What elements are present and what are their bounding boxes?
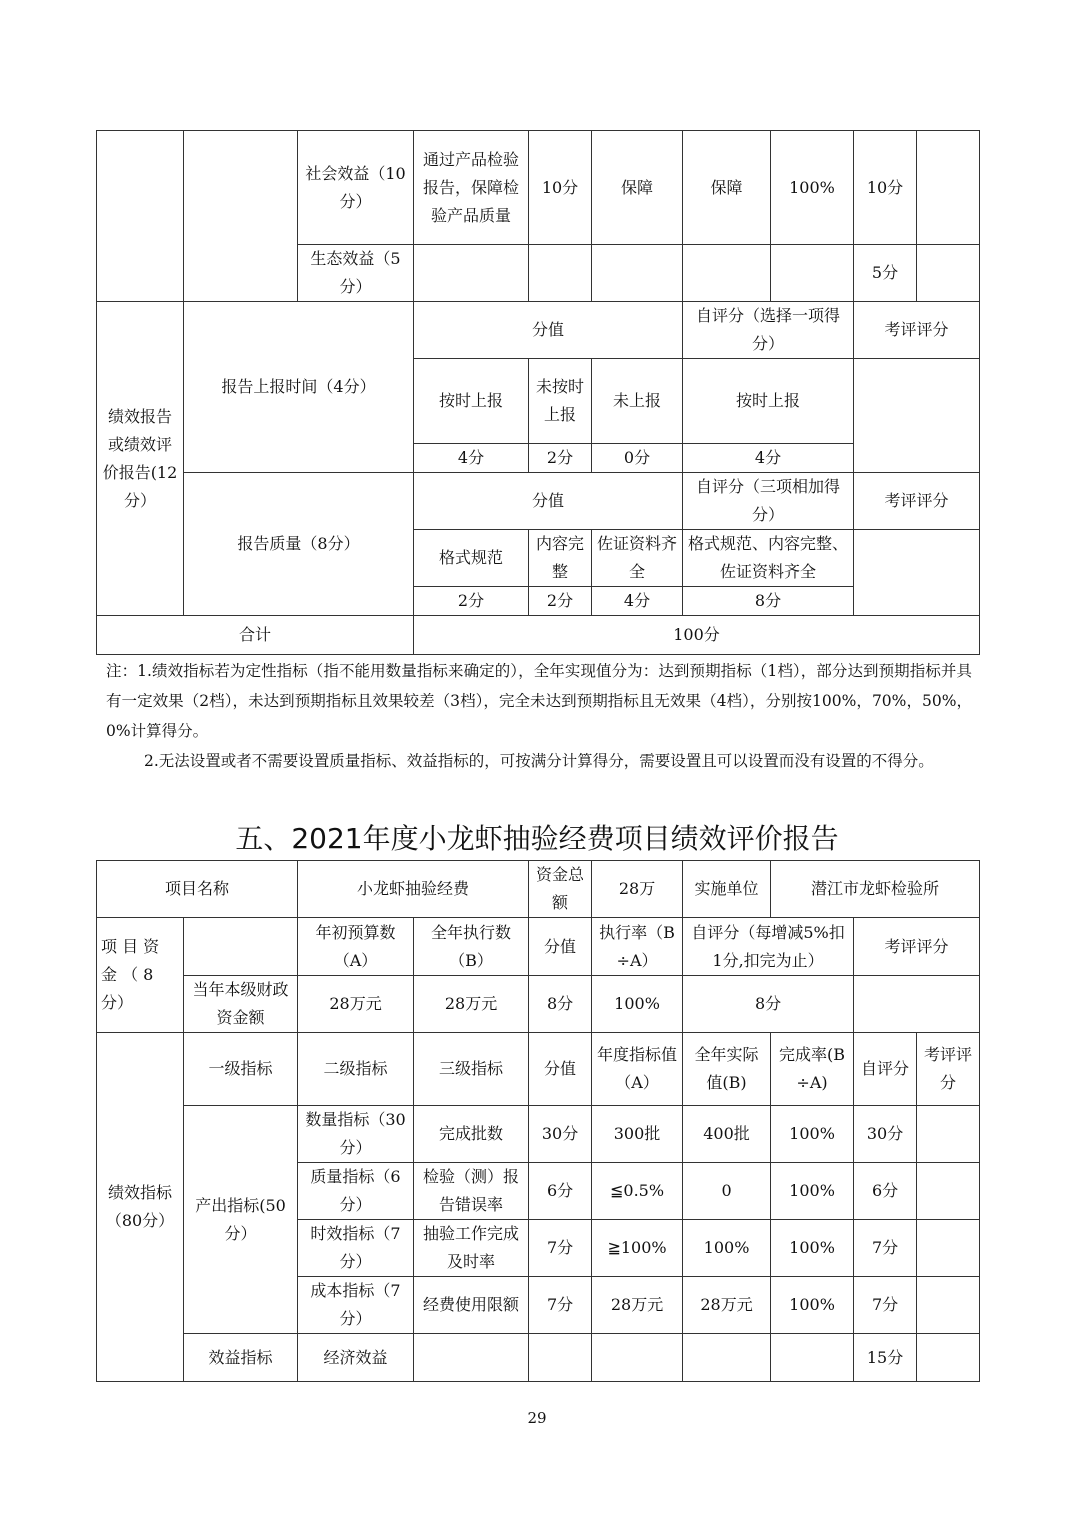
rate-header: 执行率（B÷A） xyxy=(592,918,683,976)
row-target: 28万元 xyxy=(592,1277,683,1334)
col-self: 自评分 xyxy=(854,1033,917,1106)
eco-self-score: 5分 xyxy=(854,245,917,302)
output-label: 产出指标(50分） xyxy=(184,1106,298,1334)
fund-row-label: 当年本级财政资金额 xyxy=(184,976,298,1033)
footnote-1: 注：1.绩效指标若为定性指标（指不能用数量指标来确定的），全年实现值分为：达到预期指标（1档），部分达到预期指标并具有一定效果（2档），未达到预期指标且效果较差（3档），完全未达到预期指标且无效果（4档），分别按100%，70%，50%，0%计算得分。 xyxy=(106,662,972,740)
table-row xyxy=(97,861,980,918)
social-target: 保障 xyxy=(592,131,683,245)
social-actual: 保障 xyxy=(683,131,771,245)
col-actual: 全年实际值(B) xyxy=(683,1033,771,1106)
report-time-self-header: 自评分（选择一项得分） xyxy=(683,302,854,359)
report-quality-opt2: 内容完整 xyxy=(529,530,592,587)
row-score: 6分 xyxy=(529,1163,592,1220)
budget-header: 年初预算数（A） xyxy=(298,918,414,976)
fund-score: 8分 xyxy=(529,976,592,1033)
report-time-opt1: 按时上报 xyxy=(414,359,529,444)
social-review-score xyxy=(917,131,980,245)
funds-label: 项 目 资 金 （ 8 分） xyxy=(97,918,184,1033)
report-label: 绩效报告或绩效评价报告(12分） xyxy=(97,302,184,616)
report-time-opt2-score: 2分 xyxy=(529,444,592,473)
empty-cell xyxy=(184,918,298,976)
col-target: 年度指标值（A） xyxy=(592,1033,683,1106)
social-rate: 100% xyxy=(771,131,854,245)
fund-review-score xyxy=(854,976,980,1033)
row-self: 6分 xyxy=(854,1163,917,1220)
footnote-2: 2.无法设置或者不需要设置质量指标、效益指标的，可按满分计算得分，需要设置且可以设置而没有设置的不得分。 xyxy=(144,752,934,770)
report-time-score-header: 分值 xyxy=(414,302,683,359)
score-header: 分值 xyxy=(529,918,592,976)
report-time-review-score xyxy=(854,359,980,473)
row-rate: 100% xyxy=(771,1277,854,1334)
table-row xyxy=(97,302,980,359)
row-self: 30分 xyxy=(854,1106,917,1163)
report-quality-review-score xyxy=(854,530,980,616)
report-quality-opt3: 佐证资料齐全 xyxy=(592,530,683,587)
exec-header: 全年执行数（B） xyxy=(414,918,529,976)
empty-cell xyxy=(184,131,298,302)
impl-unit-label: 实施单位 xyxy=(683,861,771,918)
table-row xyxy=(97,1106,980,1163)
report-quality-self-header: 自评分（三项相加得分） xyxy=(683,473,854,530)
benefit-label: 效益指标 xyxy=(184,1334,298,1382)
row-self: 7分 xyxy=(854,1277,917,1334)
row-level2: 时效指标（7分） xyxy=(298,1220,414,1277)
row-rate: 100% xyxy=(771,1106,854,1163)
total-value: 100分 xyxy=(414,616,980,655)
table-row xyxy=(97,616,980,655)
col-level2: 二级指标 xyxy=(298,1033,414,1106)
social-level3: 通过产品检验报告，保障检验产品质量 xyxy=(414,131,529,245)
report-quality-opt2-score: 2分 xyxy=(529,587,592,616)
section-title: 五、2021年度小龙虾抽验经费项目绩效评价报告 xyxy=(235,822,839,855)
row-self: 7分 xyxy=(854,1220,917,1277)
table-row xyxy=(97,976,980,1033)
fund-total-label: 资金总额 xyxy=(529,861,592,918)
row-rate: 100% xyxy=(771,1163,854,1220)
eco-level2: 生态效益（5分） xyxy=(298,245,414,302)
self-header: 自评分（每增减5%扣1分,扣完为止） xyxy=(683,918,854,976)
row-review xyxy=(917,1163,980,1220)
report-quality-label: 报告质量（8分） xyxy=(184,473,414,616)
row-review xyxy=(917,1277,980,1334)
row-target: 300批 xyxy=(592,1106,683,1163)
performance-table-continued xyxy=(96,130,980,655)
table-row xyxy=(97,1334,980,1382)
report-quality-self-score: 8分 xyxy=(683,587,854,616)
row-level2: 成本指标（7分） xyxy=(298,1277,414,1334)
social-score: 10分 xyxy=(529,131,592,245)
empty-cell xyxy=(97,131,184,302)
report-time-opt3-score: 0分 xyxy=(592,444,683,473)
table-row xyxy=(97,131,980,245)
report-quality-self-value: 格式规范、内容完整、佐证资料齐全 xyxy=(683,530,854,587)
exec-rate: 100% xyxy=(592,976,683,1033)
report-quality-opt3-score: 4分 xyxy=(592,587,683,616)
row-level2: 质量指标（6分） xyxy=(298,1163,414,1220)
impl-unit: 潜江市龙虾检验所 xyxy=(771,861,980,918)
row-score: 7分 xyxy=(529,1277,592,1334)
col-level3: 三级指标 xyxy=(414,1033,529,1106)
benefit-review-score xyxy=(917,1334,980,1382)
crayfish-inspection-evaluation-table xyxy=(96,860,980,1382)
social-level2: 社会效益（10分） xyxy=(298,131,414,245)
social-self-score: 10分 xyxy=(854,131,917,245)
benefit-level2: 经济效益 xyxy=(298,1334,414,1382)
row-target: ≧100% xyxy=(592,1220,683,1277)
col-rate: 完成率(B÷A) xyxy=(771,1033,854,1106)
fund-total: 28万 xyxy=(592,861,683,918)
row-review xyxy=(917,1220,980,1277)
col-level1: 一级指标 xyxy=(184,1033,298,1106)
col-score: 分值 xyxy=(529,1033,592,1106)
col-review: 考评评分 xyxy=(917,1033,980,1106)
fund-self-score: 8分 xyxy=(683,976,854,1033)
project-name-label: 项目名称 xyxy=(97,861,298,918)
report-quality-score-header: 分值 xyxy=(414,473,683,530)
row-actual: 100% xyxy=(683,1220,771,1277)
report-time-review-header: 考评评分 xyxy=(854,302,980,359)
perf-label: 绩效指标（80分） xyxy=(97,1033,184,1382)
exec-value: 28万元 xyxy=(414,976,529,1033)
project-name: 小龙虾抽验经费 xyxy=(298,861,529,918)
row-score: 30分 xyxy=(529,1106,592,1163)
row-actual: 28万元 xyxy=(683,1277,771,1334)
benefit-self-score: 15分 xyxy=(854,1334,917,1382)
row-score: 7分 xyxy=(529,1220,592,1277)
row-actual: 0 xyxy=(683,1163,771,1220)
report-time-opt3: 未上报 xyxy=(592,359,683,444)
row-actual: 400批 xyxy=(683,1106,771,1163)
report-time-label: 报告上报时间（4分） xyxy=(184,302,414,473)
page-number: 29 xyxy=(527,1409,547,1427)
row-target: ≦0.5% xyxy=(592,1163,683,1220)
report-time-self-score: 4分 xyxy=(683,444,854,473)
table-row xyxy=(97,918,980,976)
eco-review-score xyxy=(917,245,980,302)
report-time-opt2: 未按时上报 xyxy=(529,359,592,444)
report-time-opt1-score: 4分 xyxy=(414,444,529,473)
row-level2: 数量指标（30分） xyxy=(298,1106,414,1163)
row-level3: 完成批数 xyxy=(414,1106,529,1163)
report-quality-opt1: 格式规范 xyxy=(414,530,529,587)
row-review xyxy=(917,1106,980,1163)
report-quality-review-header: 考评评分 xyxy=(854,473,980,530)
row-level3: 检验（测）报告错误率 xyxy=(414,1163,529,1220)
table-row xyxy=(97,473,980,530)
review-header: 考评评分 xyxy=(854,918,980,976)
row-level3: 抽验工作完成及时率 xyxy=(414,1220,529,1277)
budget-value: 28万元 xyxy=(298,976,414,1033)
row-level3: 经费使用限额 xyxy=(414,1277,529,1334)
report-quality-opt1-score: 2分 xyxy=(414,587,529,616)
total-label: 合计 xyxy=(97,616,414,655)
row-rate: 100% xyxy=(771,1220,854,1277)
report-time-self-value: 按时上报 xyxy=(683,359,854,444)
table-row xyxy=(97,1033,980,1106)
